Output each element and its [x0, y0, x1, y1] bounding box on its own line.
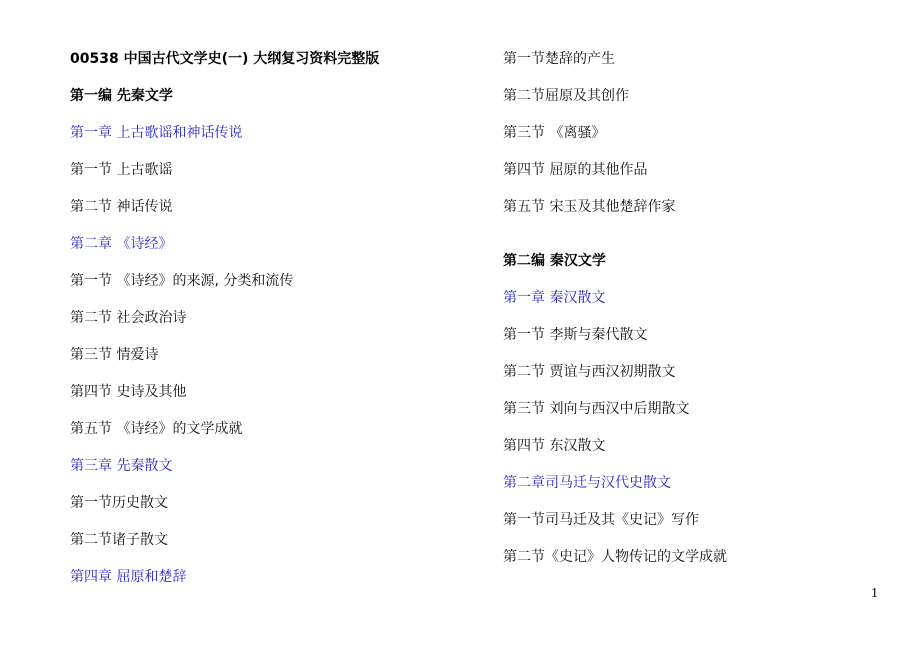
document-title: 00538 中国古代文学史(一) 大纲复习资料完整版 — [70, 51, 380, 67]
section-item: 第二节屈原及其创作 — [503, 88, 629, 104]
part-heading: 第一编 先秦文学 — [70, 88, 173, 104]
chapter-heading: 第二章 《诗经》 — [70, 236, 173, 252]
chapter-heading: 第一章 上古歌谣和神话传说 — [70, 125, 243, 141]
section-item: 第二节《史记》人物传记的文学成就 — [503, 549, 727, 565]
chapter-heading: 第四章 屈原和楚辞 — [70, 569, 187, 585]
section-item: 第五节 宋玉及其他楚辞作家 — [503, 199, 676, 215]
section-item: 第二节 神话传说 — [70, 199, 173, 215]
chapter-heading: 第三章 先秦散文 — [70, 458, 173, 474]
section-item: 第一节历史散文 — [70, 495, 168, 511]
section-item: 第三节 《离骚》 — [503, 125, 606, 141]
section-item: 第一节 上古歌谣 — [70, 162, 173, 178]
section-item: 第四节 东汉散文 — [503, 438, 606, 454]
section-item: 第三节 情爱诗 — [70, 347, 159, 363]
page-number: 1 — [871, 586, 878, 601]
section-item: 第一节司马迁及其《史记》写作 — [503, 512, 699, 528]
section-item: 第四节 屈原的其他作品 — [503, 162, 648, 178]
part-heading: 第二编 秦汉文学 — [503, 253, 606, 269]
section-item: 第二节 贾谊与西汉初期散文 — [503, 364, 676, 380]
chapter-heading: 第一章 秦汉散文 — [503, 290, 606, 306]
section-item: 第四节 史诗及其他 — [70, 384, 187, 400]
chapter-heading: 第二章司马迁与汉代史散文 — [503, 475, 671, 491]
section-item: 第一节 李斯与秦代散文 — [503, 327, 648, 343]
section-item: 第二节诸子散文 — [70, 532, 168, 548]
section-item: 第三节 刘向与西汉中后期散文 — [503, 401, 690, 417]
section-item: 第五节 《诗经》的文学成就 — [70, 421, 243, 437]
section-item: 第一节 《诗经》的来源, 分类和流传 — [70, 273, 294, 289]
section-item: 第一节楚辞的产生 — [503, 51, 615, 67]
section-item: 第二节 社会政治诗 — [70, 310, 187, 326]
